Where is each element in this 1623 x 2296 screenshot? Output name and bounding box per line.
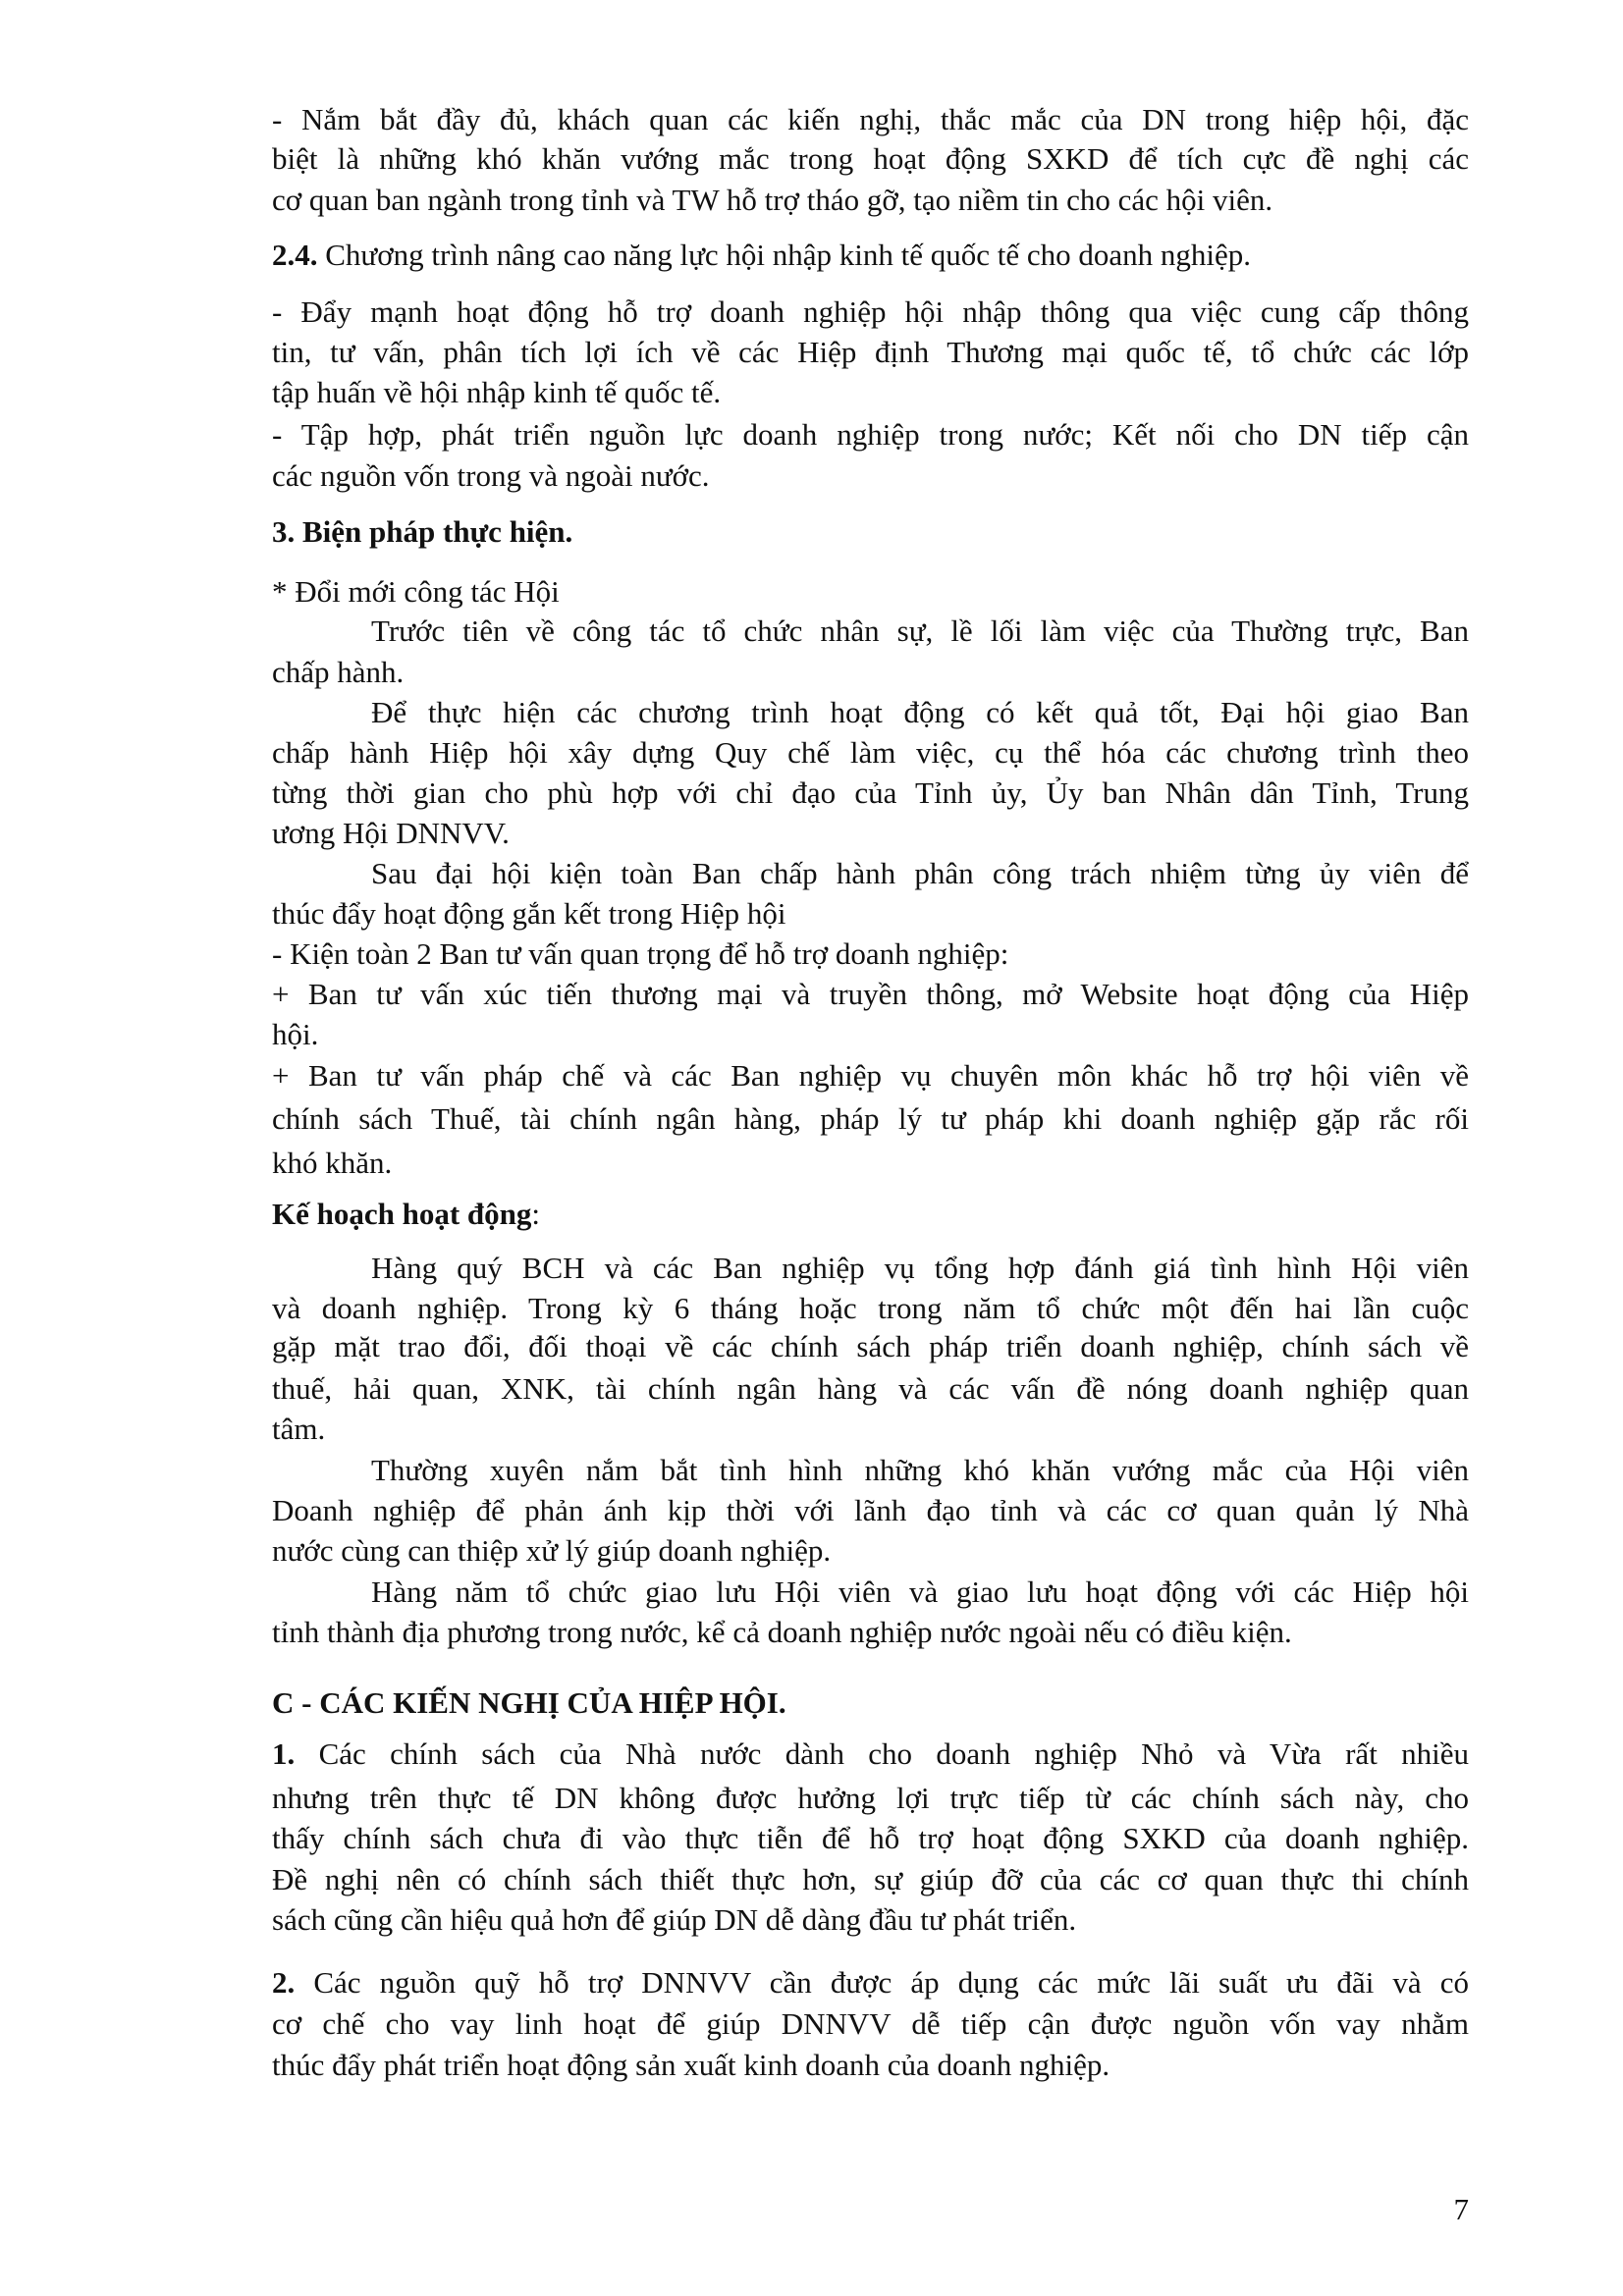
paragraph-line: - Nắm bắt đầy đủ, khách quan các kiến nghị, thắc mắc của DN trong hiệp hội, đặc: [272, 102, 1469, 136]
plan-heading-colon: :: [531, 1197, 541, 1231]
section-title: Chương trình nâng cao năng lực hội nhập kinh tế quốc tế cho doanh nghiệp.: [317, 238, 1252, 272]
paragraph-line: tâm.: [272, 1412, 326, 1446]
paragraph-line: Hàng quý BCH và các Ban nghiệp vụ tổng hợp đánh giá tình hình Hội viên: [371, 1251, 1469, 1285]
paragraph-line: nước cùng can thiệp xử lý giúp doanh nghiệp.: [272, 1533, 832, 1568]
paragraph-line: chính sách Thuế, tài chính ngân hàng, pháp lý tư pháp khi doanh nghiệp gặp rắc rối: [272, 1101, 1469, 1136]
paragraph-line: Sau đại hội kiện toàn Ban chấp hành phân công trách nhiệm từng ủy viên để: [371, 856, 1469, 890]
paragraph-line: chấp hành.: [272, 655, 405, 689]
paragraph-line: + Ban tư vấn pháp chế và các Ban nghiệp vụ chuyên môn khác hỗ trợ hội viên về: [272, 1058, 1469, 1093]
paragraph-line: từng thời gian cho phù hợp với chỉ đạo của Tỉnh ủy, Ủy ban Nhân dân Tỉnh, Trung: [272, 775, 1469, 810]
recommendation-text: Các nguồn quỹ hỗ trợ DNNVV cần được áp dụng các mức lãi suất ưu đãi và có: [295, 1965, 1469, 2000]
paragraph-line: Để thực hiện các chương trình hoạt động có kết quả tốt, Đại hội giao Ban: [371, 695, 1469, 729]
paragraph-line: * Đổi mới công tác Hội: [272, 574, 560, 609]
paragraph-line: - Tập hợp, phát triển nguồn lực doanh nghiệp trong nước; Kết nối cho DN tiếp cận: [272, 417, 1469, 452]
paragraph-line: - Đẩy mạnh hoạt động hỗ trợ doanh nghiệp hội nhập thông qua việc cung cấp thông: [272, 294, 1469, 329]
section-number: 2.4.: [272, 238, 318, 272]
paragraph-line: Thường xuyên nắm bắt tình hình những khó khăn vướng mắc của Hội viên: [371, 1453, 1469, 1487]
paragraph-line: thúc đẩy hoạt động gắn kết trong Hiệp hội: [272, 896, 786, 931]
recommendation-number: 2.: [272, 1965, 296, 2000]
heading-section-c: C - CÁC KIẾN NGHỊ CỦA HIỆP HỘI.: [272, 1685, 786, 1720]
recommendation-text: Các chính sách của Nhà nước dành cho doanh nghiệp Nhỏ và Vừa rất nhiều: [295, 1736, 1469, 1771]
paragraph-line: hội.: [272, 1017, 319, 1051]
paragraph-line: thúc đẩy phát triển hoạt động sản xuất kinh doanh của doanh nghiệp.: [272, 2048, 1110, 2082]
paragraph-line: - Kiện toàn 2 Ban tư vấn quan trọng để hỗ trợ doanh nghiệp:: [272, 936, 1009, 971]
paragraph-line: chấp hành Hiệp hội xây dựng Quy chế làm việc, cụ thể hóa các chương trình theo: [272, 735, 1469, 770]
recommendation-2-first-line: [272, 1963, 1469, 2002]
paragraph-line: thấy chính sách chưa đi vào thực tiễn để hỗ trợ hoạt động SXKD của doanh nghiệp.: [272, 1821, 1469, 1855]
paragraph-line: Trước tiên về công tác tổ chức nhân sự, lề lối làm việc của Thường trực, Ban: [371, 614, 1469, 648]
paragraph-line: + Ban tư vấn xúc tiến thương mại và truyền thông, mở Website hoạt động của Hiệp: [272, 977, 1469, 1011]
paragraph-line: Đề nghị nên có chính sách thiết thực hơn, sự giúp đỡ của các cơ quan thực thi chính: [272, 1862, 1469, 1896]
paragraph-line: ương Hội DNNVV.: [272, 816, 510, 850]
paragraph-line: cơ quan ban ngành trong tỉnh và TW hỗ trợ tháo gỡ, tạo niềm tin cho các hội viên.: [272, 183, 1273, 217]
paragraph-line: các nguồn vốn trong và ngoài nước.: [272, 458, 710, 493]
paragraph-line: khó khăn.: [272, 1146, 393, 1180]
paragraph-line: Doanh nghiệp để phản ánh kịp thời với lãnh đạo tỉnh và các cơ quan quản lý Nhà: [272, 1493, 1469, 1527]
plan-heading-text: Kế hoạch hoạt động: [272, 1197, 532, 1231]
paragraph-line: tỉnh thành địa phương trong nước, kể cả doanh nghiệp nước ngoài nếu có điều kiện.: [272, 1615, 1292, 1649]
recommendation-number: 1.: [272, 1736, 296, 1771]
paragraph-line: tin, tư vấn, phân tích lợi ích về các Hiệp định Thương mại quốc tế, tổ chức các lớp: [272, 335, 1469, 369]
paragraph-line: tập huấn về hội nhập kinh tế quốc tế.: [272, 375, 722, 409]
paragraph-line: gặp mặt trao đổi, đối thoại về các chính sách pháp triển doanh nghiệp, chính sách về: [272, 1329, 1469, 1363]
paragraph-line: Hàng năm tổ chức giao lưu Hội viên và giao lưu hoạt động với các Hiệp hội: [371, 1575, 1469, 1609]
page-number: 7: [1453, 2192, 1469, 2226]
paragraph-line: cơ chế cho vay linh hoạt để giúp DNNVV dễ tiếp cận được nguồn vốn vay nhằm: [272, 2006, 1469, 2041]
paragraph-line: thuế, hải quan, XNK, tài chính ngân hàng và các vấn đề nóng doanh nghiệp quan: [272, 1371, 1469, 1406]
heading-section-3: 3. Biện pháp thực hiện.: [272, 514, 573, 549]
section-2-4: [272, 236, 1469, 275]
paragraph-line: sách cũng cần hiệu quả hơn để giúp DN dễ dàng đầu tư phát triển.: [272, 1902, 1077, 1937]
paragraph-line: nhưng trên thực tế DN không được hưởng lợi trực tiếp từ các chính sách này, cho: [272, 1781, 1469, 1815]
paragraph-line: và doanh nghiệp. Trong kỳ 6 tháng hoặc trong năm tổ chức một đến hai lần cuộc: [272, 1291, 1469, 1325]
recommendation-1-first-line: [272, 1735, 1469, 1774]
paragraph-line: biệt là những khó khăn vướng mắc trong hoạt động SXKD để tích cực đề nghị các: [272, 141, 1469, 176]
heading-plan: [272, 1195, 1469, 1234]
